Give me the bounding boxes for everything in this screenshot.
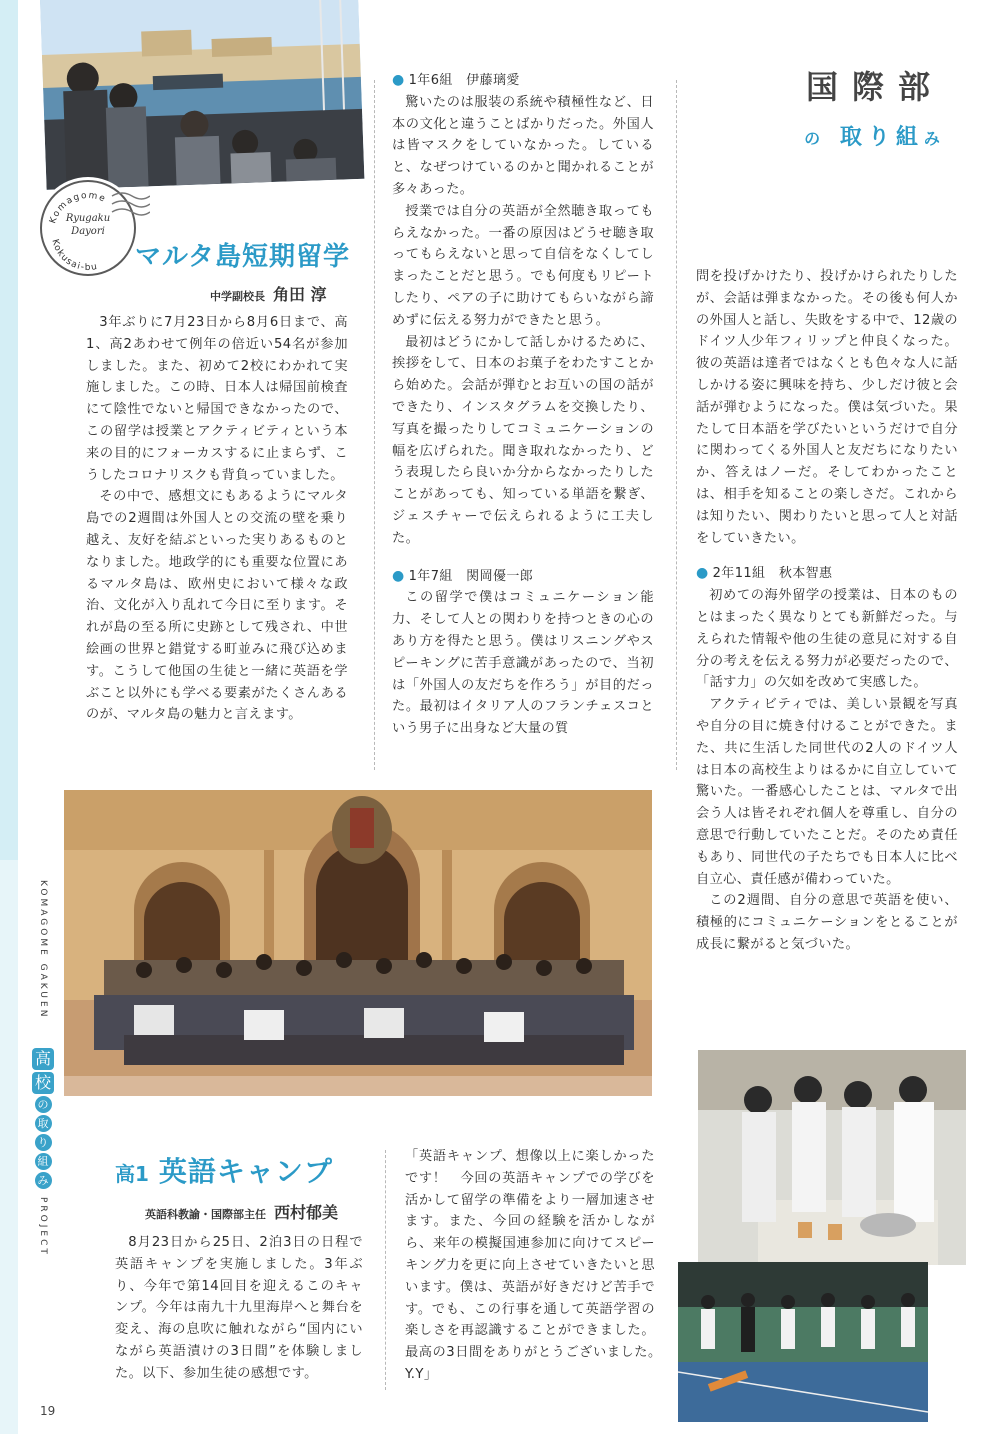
vertical-spine: [30, 880, 56, 1257]
page-number: 19: [40, 1404, 56, 1418]
side-color-band: [0, 0, 18, 1434]
malta-byline: [210, 282, 327, 305]
column-divider: [676, 80, 677, 770]
spine-char: 高: [32, 1048, 54, 1070]
student-essay-2: [392, 566, 654, 740]
column-divider: [385, 1150, 386, 1390]
stamp-bottom-text: Kokusai-bu: [49, 238, 100, 274]
spine-english-2: PROJECT: [38, 1197, 48, 1257]
bullet-icon: ●: [392, 567, 405, 584]
student-essay-3: [696, 563, 958, 955]
svg-text:Kokusai-bu: [49, 238, 99, 273]
student-paragraph: 最初はどうにかして話しかけるために、挨拶をして、日本のお菓子をわたすことから始めた。会話が弾むとお互いの国の話ができたり、インスタグラムを交換したり、写真を撮ったりしてコミュニケーションの幅を広げられた。聞き取れなかったり、どう表現したら良いか分からなかったりしたことがあっても、知っている単語を繋ぎ、ジェスチャーで伝えられるように工夫した。: [392, 334, 654, 546]
stamp-top-text: Komagome: [48, 190, 108, 226]
spine-char: み: [35, 1172, 52, 1189]
spine-japanese: [32, 1048, 54, 1189]
malta-paragraph: 3年ぶりに7月23日から8月6日まで、高1、高2あわせて例年の倍近い54名が参加しました。また、初めて2校にわかれて実施しました。この時、日本人は帰国前検査にて陰性でないと帰国できなかったので、この留学は授業とアクティビティという本来の目的にフォーカスするに止まらず、こうしたコロナリスクも背負っていました。: [86, 315, 348, 483]
camp-grade: 高1: [115, 1162, 149, 1186]
spine-char: の: [35, 1096, 52, 1113]
camp-title: [115, 1150, 333, 1190]
student-paragraph: 驚いたのは服装の系統や積極性など、日本の文化と違うことばかりだった。外国人は皆マスクをしていなかった。していると、なぜつけているのかと聞かれることが多々あった。: [392, 94, 654, 197]
camp-intro-text: [115, 1232, 363, 1385]
camp-author-name: 西村郁美: [274, 1203, 339, 1222]
camp-sports-photo: [678, 1262, 928, 1422]
postmark-waves-icon: [110, 188, 150, 228]
camp-cooking-photo: [698, 1050, 966, 1265]
malta-harbour-photo: [40, 0, 364, 190]
stamp-mid-line1: Ryugaku: [65, 213, 111, 224]
camp-author-role: 英語科教諭・国際部主任: [145, 1208, 266, 1221]
student-essay-1: [392, 70, 654, 550]
malta-intro-text: [86, 312, 348, 726]
camp-byline: [145, 1200, 338, 1223]
spine-english: KOMAGOME GAKUEN: [38, 880, 48, 1020]
spine-char: 取: [35, 1115, 52, 1132]
student2-continuation: 問を投げかけたり、投げかけられたりしたが、会話は弾まなかった。その後も何人かの外国人と話し、失敗をする中で、12歳のドイツ人少年フィリップと仲良くなった。彼の英語は達者ではなくとも色々な人に話しかける姿に興味を持ち、少しだけ彼と会話が弾むようになった。僕は気づいた。果たして日本語を学びたいというだけで自分に関わってくる外国人と友だちになりたいか、答えはノーだ。そしてわかったことは、相手を知ることの楽しさだ。これからは知りたい、関わりたいと思って人と対話をしていきたい。: [696, 269, 958, 546]
spine-char: 校: [32, 1072, 54, 1094]
stamp-mid-line2: Dayori: [71, 226, 105, 237]
student-name: ● 1年7組 関岡優一郎: [392, 567, 534, 584]
malta-author-name: 角田 淳: [273, 285, 327, 304]
student-name: ● 2年11組 秋本智惠: [696, 565, 833, 582]
student-paragraph: アクティビティでは、美しい景観を写真や自分の目に焼き付けることができた。また、共に生活した同世代の2人のドイツ人は日本の高校生よりはるかに自立していて驚いた。一番感心したことは、マルタで出会う人は皆それぞれ個人を尊重し、自分の意思で行動していたことだ。そのため責任もあり、同世代の子たちでも日本人に比べ自立心、責任感が備わっていた。: [696, 697, 958, 887]
department-subtitle: の 取り組み: [804, 125, 946, 150]
department-header: [775, 62, 975, 151]
malta-article-title: マルタ島短期留学: [135, 242, 350, 272]
student-paragraph: 初めての海外留学の授業は、日本のものとはまったく異なりとても新鮮だった。与えられた情報や他の生徒の意見に対する自分の考えを伝える努力が必要だったので、「話す力」の欠如を改めて実感した。: [696, 588, 958, 691]
camp-quote-text: [405, 1146, 669, 1386]
camp-paragraph: 8月23日から25日、2泊3日の日程で英語キャンプを実施しました。3年ぶり、今年で第14回目を迎えるこのキャンプ。今年は南九十九里海岸へと舞台を変え、海の息吹に触れながら“国内にいながら英語漬けの3日間”を体験しました。以下、参加生徒の感想です。: [115, 1235, 363, 1381]
spine-char: り: [35, 1134, 52, 1151]
bullet-icon: ●: [392, 72, 405, 88]
malta-group-photo: [64, 790, 652, 1096]
bullet-icon: ●: [696, 565, 709, 582]
student-paragraph: この2週間、自分の意思で英語を使い、積極的にコミュニケーションをとることが成長に繋がると気づいた。: [696, 893, 958, 952]
student-column-right: [696, 266, 958, 956]
department-title: 国際部: [805, 68, 944, 106]
column-divider: [374, 80, 375, 770]
camp-title-main: 英語キャンプ: [158, 1155, 333, 1188]
malta-author-role: 中学副校長: [210, 290, 265, 303]
spine-char: 組: [35, 1153, 52, 1170]
student-column-middle: [392, 70, 654, 740]
student-paragraph: この留学で僕はコミュニケーション能力、そして人との関わりを持つときの心のあり方を得たと思う。僕はリスニングやスピーキングに苦手意識があったので、当初は「外国人の友だちを作ろう」が目的だった。最初はイタリア人のフランチェスコという男子に出身など大量の質: [392, 590, 654, 737]
malta-paragraph: その中で、感想文にもあるようにマルタ島での2週間は外国人との交流の壁を乗り越え、友好を結ぶといった実りあるものとなりました。地政学的にも重要な位置にあるマルタ島は、欧州史において様々な政治、文化が入り乱れて今日に至ります。それが島の至る所に史跡として残され、中世絵画の世界と錯覚する町並みに飛び込めます。こうして他国の生徒と一緒に英語を学ぶこと以外にも学べる要素がたくさんあるのが、マルタ島の魅力と言えます。: [86, 489, 348, 723]
student-paragraph: 授業では自分の英語が全然聴き取ってもらえなかった。一番の原因はどうせ聴き取ってもらえないと思って自信をなくしてしまったことだと思う。でも何度もリピートしたり、ペアの子に助けてもらいながら諦めずに伝える努力ができたと思う。: [392, 203, 654, 328]
camp-student-quote: 「英語キャンプ、想像以上に楽しかったです！ 今回の英語キャンプでの学びを活かして留学の準備をより一層加速させます。また、今回の経験を活かしながら、来年の模擬国連参加に向けてスピーキング力を更に向上させていきたいと思います。僕は、英語が好きだけど苦手です。でも、この行事を通して英語学習の楽しさを再認識することができました。最高の3日間をありがとうございました。 Y.Y」: [405, 1149, 669, 1382]
student-name: ● 1年6組 伊藤璃愛: [392, 72, 520, 88]
